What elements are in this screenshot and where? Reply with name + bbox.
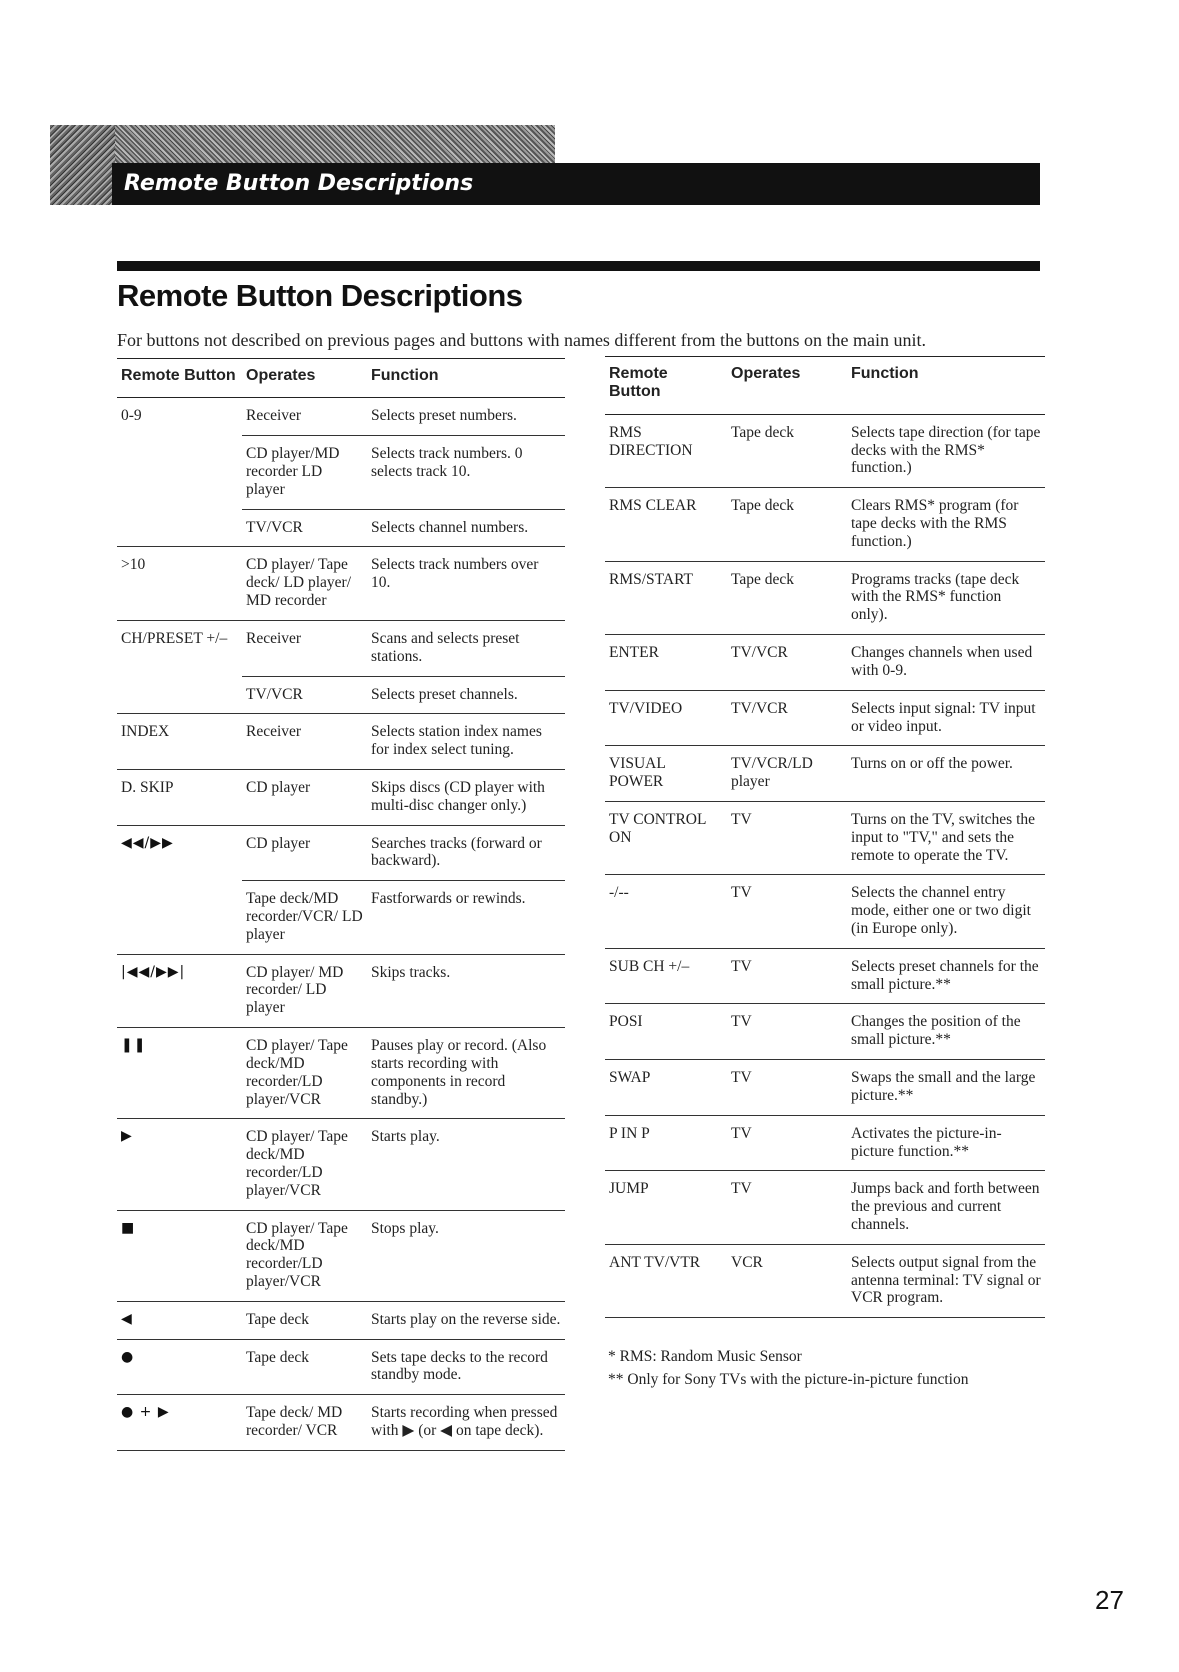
table-row <box>117 547 565 620</box>
cell-function: Selects track numbers. 0 selects track 10. <box>367 436 565 509</box>
header-remote-button: Remote Button <box>117 359 242 398</box>
table-row <box>117 620 565 676</box>
table-row <box>117 1028 565 1119</box>
cell-button <box>117 881 242 954</box>
cell-function: Starts recording when pressed with ▶ (or ◀ on tape deck). <box>367 1395 565 1451</box>
cell-function: Selects preset channels for the small picture.** <box>847 948 1045 1004</box>
footnote-rms: * RMS: Random Music Sensor <box>608 1348 802 1365</box>
cell-function: Turns on or off the power. <box>847 746 1045 802</box>
table-row <box>605 414 1045 487</box>
cell-button: ANT TV/VTR <box>605 1244 727 1317</box>
header-operates: Operates <box>727 357 847 415</box>
cell-button: ● + ▶ <box>117 1395 242 1451</box>
cell-function: Turns on the TV, switches the input to "TV," and sets the remote to operate the TV. <box>847 801 1045 874</box>
cell-operates: Receiver <box>242 398 367 436</box>
cell-button <box>117 509 242 547</box>
cell-operates: CD player <box>242 825 367 881</box>
cell-function: Selects output signal from the antenna terminal: TV signal or VCR program. <box>847 1244 1045 1317</box>
cell-operates: Tape deck/ MD recorder/ VCR <box>242 1395 367 1451</box>
cell-button: ENTER <box>605 635 727 691</box>
cell-function: Searches tracks (forward or backward). <box>367 825 565 881</box>
page-title: Remote Button Descriptions <box>117 278 523 313</box>
table-row <box>117 436 565 509</box>
table-row <box>117 1210 565 1301</box>
cell-operates: Tape deck <box>242 1339 367 1395</box>
cell-operates: VCR <box>727 1244 847 1317</box>
cell-operates: Tape deck <box>727 561 847 634</box>
banner-texture-left <box>50 125 115 205</box>
table-row <box>605 488 1045 561</box>
cell-operates: CD player/ Tape deck/ LD player/ MD recorder <box>242 547 367 620</box>
cell-button: 0-9 <box>117 398 242 436</box>
cell-function: Starts play on the reverse side. <box>367 1301 565 1339</box>
cell-button: ▶ <box>117 1119 242 1210</box>
table-row <box>117 825 565 881</box>
cell-button: RMS CLEAR <box>605 488 727 561</box>
cell-function: Programs tracks (tape deck with the RMS* function only). <box>847 561 1045 634</box>
cell-operates: Tape deck <box>242 1301 367 1339</box>
cell-operates: TV/VCR <box>242 509 367 547</box>
table-row <box>117 676 565 714</box>
table-row <box>117 1395 565 1451</box>
table-row <box>605 875 1045 948</box>
cell-button: >10 <box>117 547 242 620</box>
table-row <box>605 1244 1045 1317</box>
table-row <box>117 398 565 436</box>
cell-button: RMS/START <box>605 561 727 634</box>
cell-operates: TV <box>727 875 847 948</box>
cell-operates: CD player/MD recorder LD player <box>242 436 367 509</box>
cell-function: Skips discs (CD player with multi-disc changer only.) <box>367 769 565 825</box>
banner-title: Remote Button Descriptions <box>112 163 1040 205</box>
cell-function: Selects tape direction (for tape decks with the RMS* function.) <box>847 414 1045 487</box>
cell-function: Sets tape decks to the record standby mode. <box>367 1339 565 1395</box>
table-row <box>605 801 1045 874</box>
cell-button: CH/PRESET +/– <box>117 620 242 676</box>
table-row <box>605 635 1045 691</box>
cell-function: Clears RMS* program (for tape decks with the RMS function.) <box>847 488 1045 561</box>
cell-operates: Tape deck <box>727 414 847 487</box>
cell-button: SWAP <box>605 1060 727 1116</box>
cell-operates: TV <box>727 1115 847 1171</box>
table-row <box>605 746 1045 802</box>
cell-button: ● <box>117 1339 242 1395</box>
cell-function: Selects track numbers over 10. <box>367 547 565 620</box>
cell-function: Selects station index names for index select tuning. <box>367 714 565 770</box>
section-banner <box>50 125 1040 205</box>
cell-button: TV/VIDEO <box>605 690 727 746</box>
cell-function: Swaps the small and the large picture.** <box>847 1060 1045 1116</box>
header-remote-button: Remote Button <box>605 357 727 415</box>
header-function: Function <box>847 357 1045 415</box>
cell-function: Selects channel numbers. <box>367 509 565 547</box>
cell-button: ◀ <box>117 1301 242 1339</box>
table-row <box>117 1119 565 1210</box>
cell-operates: Tape deck <box>727 488 847 561</box>
cell-operates: TV <box>727 948 847 1004</box>
left-button-table <box>117 358 565 1451</box>
table-row <box>117 769 565 825</box>
cell-button: P IN P <box>605 1115 727 1171</box>
cell-operates: CD player/ Tape deck/MD recorder/LD player/VCR <box>242 1028 367 1119</box>
cell-button: ◀◀/▶▶ <box>117 825 242 881</box>
cell-button: ■ <box>117 1210 242 1301</box>
cell-button: POSI <box>605 1004 727 1060</box>
cell-function: Stops play. <box>367 1210 565 1301</box>
cell-function: Selects preset channels. <box>367 676 565 714</box>
cell-button: TV CONTROL ON <box>605 801 727 874</box>
table-row <box>117 881 565 954</box>
cell-function: Selects input signal: TV input or video input. <box>847 690 1045 746</box>
cell-button: ❚❚ <box>117 1028 242 1119</box>
cell-operates: TV <box>727 801 847 874</box>
cell-button: JUMP <box>605 1171 727 1244</box>
table-row <box>605 561 1045 634</box>
heading-rule <box>117 261 1040 271</box>
cell-button <box>117 436 242 509</box>
cell-operates: TV <box>727 1060 847 1116</box>
cell-function: Skips tracks. <box>367 954 565 1027</box>
cell-operates: CD player/ MD recorder/ LD player <box>242 954 367 1027</box>
intro-text: For buttons not described on previous pages and buttons with names different from the buttons on the main unit. <box>117 330 927 350</box>
table-row <box>117 714 565 770</box>
cell-operates: Tape deck/MD recorder/VCR/ LD player <box>242 881 367 954</box>
cell-function: Activates the picture-in-picture function.** <box>847 1115 1045 1171</box>
cell-button <box>117 676 242 714</box>
table-row <box>117 1301 565 1339</box>
table-row <box>605 1060 1045 1116</box>
table-row <box>117 509 565 547</box>
cell-button: SUB CH +/– <box>605 948 727 1004</box>
table-row <box>605 690 1045 746</box>
table-row <box>605 948 1045 1004</box>
cell-operates: TV <box>727 1171 847 1244</box>
cell-button: RMS DIRECTION <box>605 414 727 487</box>
table-row <box>605 1171 1045 1244</box>
page-number: 27 <box>1095 1585 1124 1615</box>
cell-button: |◀◀/▶▶| <box>117 954 242 1027</box>
cell-operates: CD player <box>242 769 367 825</box>
banner-texture <box>50 125 555 165</box>
cell-operates: Receiver <box>242 714 367 770</box>
cell-operates: CD player/ Tape deck/MD recorder/LD player/VCR <box>242 1119 367 1210</box>
table-row <box>605 1115 1045 1171</box>
cell-button: INDEX <box>117 714 242 770</box>
cell-operates: TV/VCR <box>242 676 367 714</box>
footnote-pip: ** Only for Sony TVs with the picture-in-picture function <box>608 1371 969 1388</box>
header-function: Function <box>367 359 565 398</box>
cell-function: Selects preset numbers. <box>367 398 565 436</box>
cell-function: Scans and selects preset stations. <box>367 620 565 676</box>
cell-operates: TV <box>727 1004 847 1060</box>
cell-function: Selects the channel entry mode, either one or two digit (in Europe only). <box>847 875 1045 948</box>
cell-function: Starts play. <box>367 1119 565 1210</box>
cell-operates: TV/VCR <box>727 635 847 691</box>
cell-operates: TV/VCR <box>727 690 847 746</box>
cell-function: Jumps back and forth between the previous and current channels. <box>847 1171 1045 1244</box>
cell-button: VISUAL POWER <box>605 746 727 802</box>
footnotes <box>608 1345 968 1391</box>
right-button-table <box>605 356 1045 1318</box>
cell-operates: CD player/ Tape deck/MD recorder/LD player/VCR <box>242 1210 367 1301</box>
cell-button: D. SKIP <box>117 769 242 825</box>
cell-function: Pauses play or record. (Also starts recording with components in record standby.) <box>367 1028 565 1119</box>
cell-function: Changes channels when used with 0-9. <box>847 635 1045 691</box>
cell-button: -/-- <box>605 875 727 948</box>
table-row <box>605 1004 1045 1060</box>
cell-operates: TV/VCR/LD player <box>727 746 847 802</box>
cell-function: Changes the position of the small picture.** <box>847 1004 1045 1060</box>
header-operates: Operates <box>242 359 367 398</box>
cell-operates: Receiver <box>242 620 367 676</box>
table-row <box>117 1339 565 1395</box>
cell-function: Fastforwards or rewinds. <box>367 881 565 954</box>
table-row <box>117 954 565 1027</box>
